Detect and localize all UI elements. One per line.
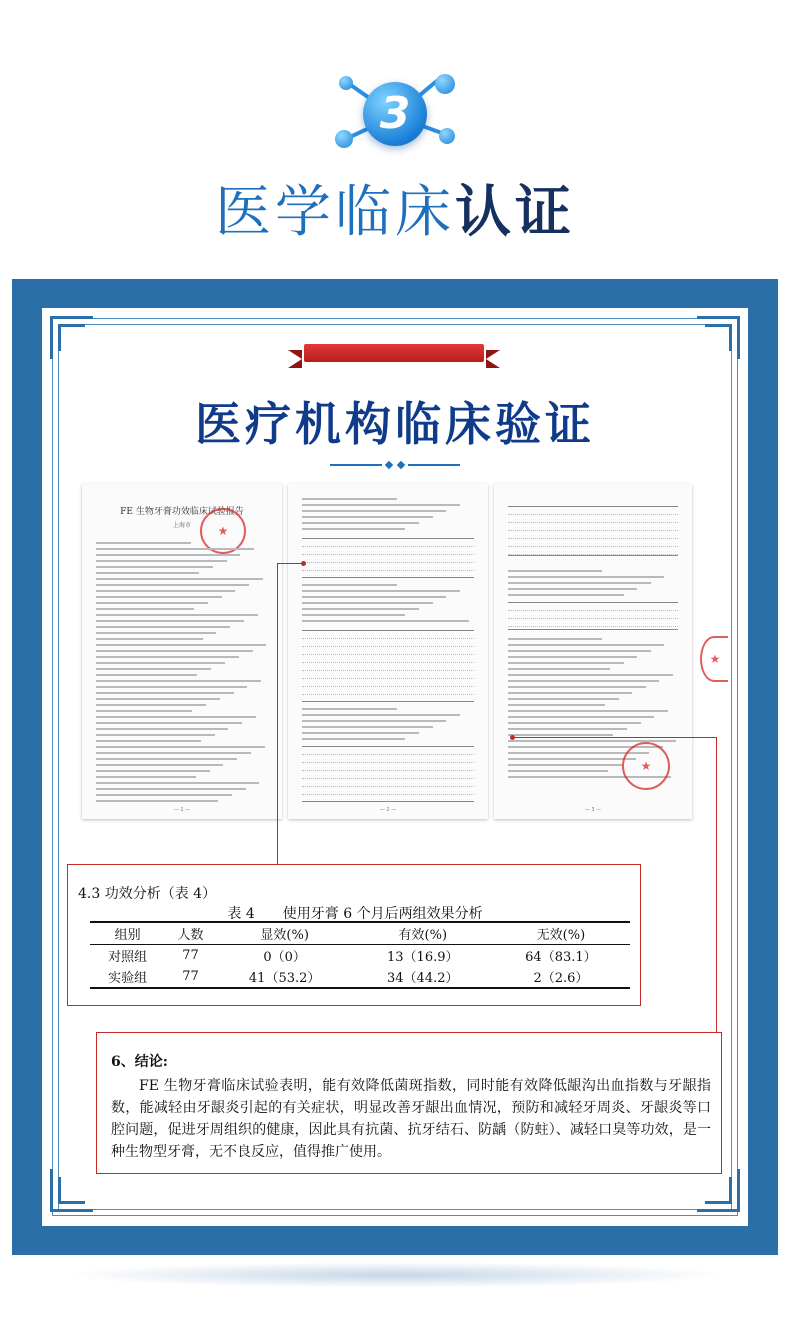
scanned-text-line [508, 668, 610, 670]
atom-icon [439, 128, 455, 144]
scanned-text-line [96, 548, 254, 550]
atom-icon [339, 76, 353, 90]
table-cell: 实验组 [90, 966, 165, 988]
scanned-text-line [302, 732, 419, 734]
scanned-text-line [508, 686, 646, 688]
section-title: 医疗机构临床验证 [195, 397, 595, 451]
scanned-text-line [302, 714, 460, 716]
scanned-text-line [96, 554, 240, 556]
scanned-text-line [96, 608, 194, 610]
scanned-text-line [302, 726, 433, 728]
column-header: 人数 [165, 922, 215, 944]
scanned-text-line [302, 522, 419, 524]
table-cell: 77 [182, 947, 199, 963]
scanned-text-line [96, 746, 265, 748]
scanned-text-line [96, 626, 230, 628]
efficacy-section-label: 4.3 功效分析（表 4） [78, 886, 217, 902]
atom-icon [335, 130, 353, 148]
table-cell: 34（44.2） [354, 966, 492, 988]
scanned-text-line [96, 758, 237, 760]
badge-number: 3 [379, 88, 411, 139]
report-page-3: ★ — 3 — [494, 484, 692, 819]
atom-icon [435, 74, 455, 94]
scanned-text-line [96, 656, 239, 658]
scanned-text-line [508, 594, 624, 596]
column-header: 组别 [90, 922, 165, 944]
scanned-text-line [508, 576, 664, 578]
table-cell: 41（53.2） [216, 966, 354, 988]
molecule-badge [315, 70, 475, 170]
corner-ornament [690, 310, 746, 366]
scanned-text-line [96, 770, 210, 772]
scanned-text-line [96, 764, 223, 766]
scanned-text-line [302, 602, 433, 604]
scanned-text-line [508, 758, 636, 760]
scanned-text-line [96, 800, 218, 802]
conclusion-heading: 6、结论: [111, 1054, 168, 1070]
scanned-text-line [302, 504, 460, 506]
scanned-text-line [302, 720, 446, 722]
scanned-text-line [96, 752, 251, 754]
column-header: 显效(%) [216, 922, 354, 944]
red-seal-stamp [700, 636, 728, 682]
scanned-text-line [96, 704, 206, 706]
scanned-text-line [508, 716, 654, 718]
scanned-text-line [302, 516, 433, 518]
scanned-text-line [96, 662, 225, 664]
scanned-text-line [302, 738, 405, 740]
scanned-text-line [96, 578, 263, 580]
scanned-text-line [302, 708, 397, 710]
red-seal-stamp [622, 742, 670, 790]
scanned-text-line [96, 776, 196, 778]
scanned-text-line [508, 734, 613, 736]
scanned-text-line [96, 614, 258, 616]
scanned-text-line [96, 572, 199, 574]
scanned-text-line [508, 692, 632, 694]
table-cell: 13（16.9） [387, 949, 459, 965]
report-subtitle: 上海市 [172, 522, 191, 529]
corner-ornament [44, 1162, 100, 1218]
scanned-text-line [96, 782, 259, 784]
scanned-text-line [508, 644, 664, 646]
table-cell: 对照组 [108, 949, 148, 965]
scanned-text-line [96, 560, 227, 562]
scanned-text-line [302, 620, 469, 622]
scanned-text-line [96, 686, 247, 688]
scanned-text-line [96, 542, 191, 544]
scanned-text-line [302, 584, 397, 586]
scanned-text-line [302, 590, 460, 592]
table-cell: 64（83.1） [525, 949, 597, 965]
scanned-text-line [508, 662, 624, 664]
table-cell: 77 [165, 966, 215, 988]
scanned-text-line [96, 596, 222, 598]
scanned-text-line [96, 638, 203, 640]
scanned-text-line [508, 656, 637, 658]
scanned-text-line [508, 674, 673, 676]
page-title-light: 医学临床 [215, 180, 455, 245]
table-row [90, 944, 630, 966]
scanned-text-line [96, 710, 192, 712]
efficacy-table [90, 921, 630, 989]
corner-ornament [44, 310, 100, 366]
scanned-text-line [508, 728, 627, 730]
scanned-text-line [508, 582, 651, 584]
scanned-text-line [96, 680, 261, 682]
scanned-text-line [508, 698, 619, 700]
scanned-text-line [96, 716, 256, 718]
scanned-text-line [96, 698, 220, 700]
scanned-text-line [96, 650, 253, 652]
scanned-text-line [302, 498, 397, 500]
report-title: FE 生物牙膏功效临床试验报告 [120, 507, 244, 517]
table-caption: 表 4 使用牙膏 6 个月后两组效果分析 [227, 906, 483, 922]
scanned-text-line [96, 620, 244, 622]
scanned-text-line [508, 680, 659, 682]
report-page-1: FE 生物牙膏功效临床试验报告 上海市 ★ — 1 — [82, 484, 282, 819]
scanned-text-line [96, 602, 208, 604]
red-ribbon [288, 342, 500, 368]
conclusion-text: FE 生物牙膏临床试验表明，能有效降低菌斑指数，同时能有效降低龈沟出血指数与牙龈指数，能减轻由牙龈炎引起的有关症状，明显改善牙龈出血情况，预防和减轻牙周炎、牙龈炎等口腔问题，促进牙周组织的健康，因此具有抗菌、抗牙结石、防龋（防蛀）、减轻口臭等功效，是一种生物型牙膏，无不良反应，值得推广使用。 [111, 1078, 711, 1160]
scanned-text-line [96, 734, 215, 736]
scanned-text-line [508, 764, 622, 766]
efficacy-analysis-box [67, 864, 641, 1006]
scanned-text-line [96, 584, 249, 586]
frame-shadow [60, 1262, 730, 1288]
scanned-text-line [302, 614, 405, 616]
column-header: 无效(%) [492, 922, 630, 944]
scanned-text-line [508, 570, 602, 572]
scanned-text-line [508, 638, 602, 640]
scanned-text-line [508, 704, 605, 706]
column-header: 有效(%) [354, 922, 492, 944]
scanned-text-line [302, 528, 405, 530]
scanned-text-line [508, 770, 608, 772]
scanned-text-line [96, 644, 266, 646]
conclusion-box [96, 1032, 722, 1174]
scanned-text-line [508, 650, 651, 652]
table-cell: 0（0） [263, 949, 306, 965]
page-title-bold: 认证 [455, 180, 575, 245]
scanned-text-line [96, 728, 228, 730]
table-row [90, 966, 630, 988]
scanned-text-line [96, 674, 197, 676]
scanned-text-line [302, 510, 446, 512]
scanned-text-line [96, 566, 213, 568]
scanned-text-line [96, 722, 242, 724]
scanned-text-line [96, 788, 246, 790]
scanned-text-line [302, 608, 419, 610]
scanned-text-line [96, 692, 234, 694]
title-divider [330, 462, 460, 468]
scanned-text-line [302, 596, 446, 598]
report-page-2: — 2 — [288, 484, 488, 819]
scanned-text-line [508, 710, 668, 712]
scanned-text-line [96, 590, 235, 592]
page-title [0, 168, 790, 248]
scanned-text-line [96, 794, 232, 796]
scanned-text-line [96, 740, 201, 742]
scanned-text-line [508, 588, 637, 590]
scanned-text-line [508, 722, 641, 724]
scanned-text-line [96, 632, 216, 634]
scanned-text-line [96, 668, 211, 670]
table-cell: 2（2.6） [492, 966, 630, 988]
